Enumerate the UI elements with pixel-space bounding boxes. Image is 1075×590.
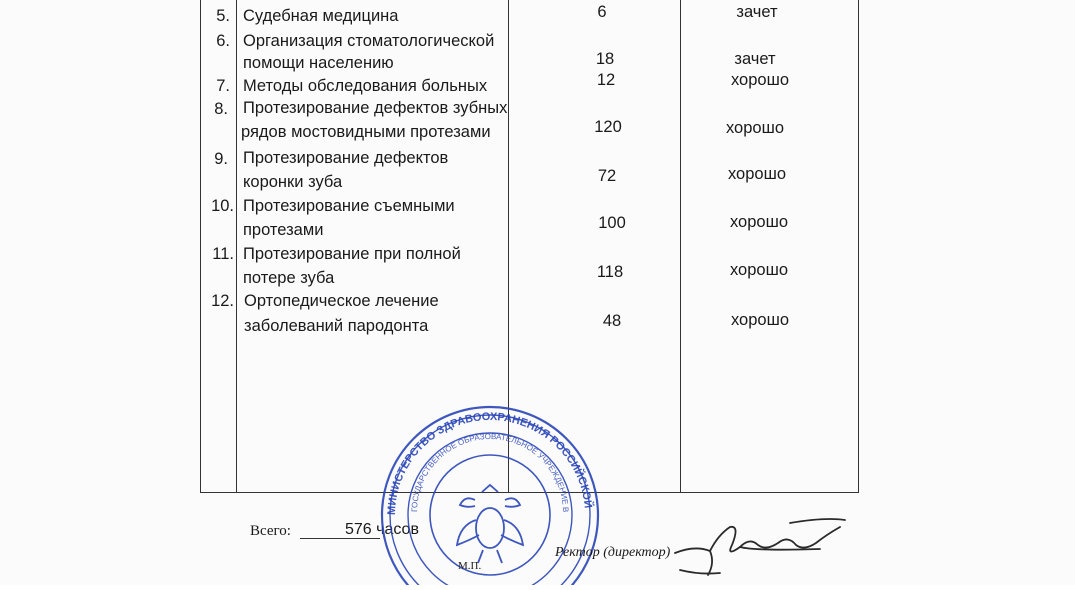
row-subject-line1: Протезирование съемными [243,197,455,215]
row-subject-line1: Протезирование дефектов [243,149,449,167]
seal-outer-text: МИНИСТЕРСТВО ЗДРАВООХРАНЕНИЯ РОССИЙСКОЙ [385,410,594,516]
table-border-right [858,0,859,493]
stamp-label: М.П. [458,560,482,572]
row-subject-line1: Ортопедическое лечение [244,292,439,310]
row-hours: 12 [596,71,616,89]
row-number: 8. [214,100,228,118]
row-hours: 6 [597,3,607,21]
row-grade: хорошо [730,311,789,329]
director-signature [670,515,860,590]
row-number: 6. [216,32,230,50]
row-hours: 120 [594,118,622,136]
row-grade: хорошо [725,119,784,137]
row-grade: зачет [734,50,776,68]
row-subject: Методы обследования больных [243,77,488,95]
director-label: Ректор (директор) [555,545,671,560]
row-subject-line2: коронки зуба [243,173,343,191]
row-number: 10. [211,197,234,215]
row-subject-line1: Протезирование дефектов зубных [243,99,508,117]
row-grade: хорошо [729,261,788,279]
row-subject-line1: Организация стоматологической [243,32,495,50]
row-number: 5. [216,7,230,25]
table-divider-hours-grade [680,0,681,493]
table-divider-num-subject [236,0,237,493]
total-label: Всего: [250,523,291,539]
row-hours: 118 [596,263,624,281]
row-hours: 100 [598,214,626,232]
row-subject-line1: Протезирование при полной [243,245,461,263]
row-subject-line2: помощи населению [243,54,394,72]
total-value: 576 часов [345,521,419,538]
row-hours: 72 [597,167,617,185]
row-number: 9. [214,150,228,168]
row-number: 7. [216,77,230,95]
row-hours: 18 [595,50,615,68]
row-number: 12. [211,292,234,310]
row-hours: 48 [602,312,622,330]
official-seal [375,400,605,590]
row-subject-line2: протезами [243,221,324,239]
row-number: 11. [212,245,234,263]
coat-of-arms-icon [457,485,523,563]
row-grade: хорошо [727,165,786,183]
row-grade: хорошо [729,213,788,231]
row-subject: Судебная медицина [243,7,399,25]
row-subject-line2: потере зуба [243,269,335,287]
row-grade: зачет [736,3,778,21]
row-subject-line2: рядов мостовидными протезами [241,123,491,141]
row-subject-line2: заболеваний пародонта [244,317,429,335]
seal-inner-text: ГОСУДАРСТВЕННОЕ ОБРАЗОВАТЕЛЬНОЕ УЧРЕЖДЕНИЕ В [409,431,571,513]
row-grade: хорошо [730,71,789,89]
